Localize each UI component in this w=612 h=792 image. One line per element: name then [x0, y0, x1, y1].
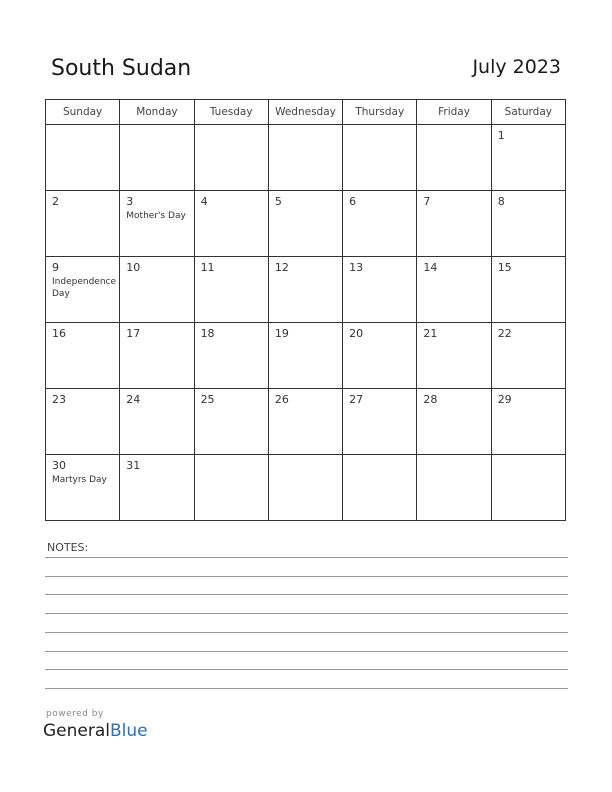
calendar-day-cell: [46, 323, 120, 389]
calendar-day-cell: [46, 257, 120, 323]
note-line: [45, 594, 568, 595]
day-number: 6: [349, 195, 357, 208]
holiday-label: Independence Day: [52, 277, 117, 299]
note-line: [45, 651, 568, 652]
day-number: 23: [52, 393, 66, 406]
calendar-day-cell: [194, 389, 268, 455]
calendar-week-row: [46, 257, 566, 323]
calendar-day-cell: [268, 389, 342, 455]
calendar-day-cell: [120, 191, 194, 257]
day-number: 15: [497, 261, 512, 274]
day-number: 29: [497, 393, 512, 406]
day-number: 7: [423, 195, 431, 208]
calendar-day-cell: [343, 125, 417, 191]
day-number: 28: [423, 393, 438, 406]
calendar-day-cell: [120, 257, 194, 323]
calendar-day-cell: [417, 191, 491, 257]
day-number: 5: [274, 195, 282, 208]
day-number: 12: [274, 261, 289, 274]
day-number: 8: [497, 195, 505, 208]
note-line: [45, 688, 568, 689]
holiday-label: Martyrs Day: [52, 475, 107, 485]
day-number: 17: [126, 327, 141, 340]
day-number: 30: [52, 459, 66, 472]
calendar-day-cell: [46, 191, 120, 257]
calendar-week-row: [46, 455, 566, 521]
day-number: 24: [126, 393, 141, 406]
day-number: 16: [52, 327, 66, 340]
calendar-day-cell: [268, 125, 342, 191]
calendar-day-cell: [343, 257, 417, 323]
calendar-day-cell: [417, 125, 491, 191]
calendar-day-cell: [268, 323, 342, 389]
day-number: 9: [52, 261, 59, 274]
calendar-day-cell: [343, 389, 417, 455]
day-number: 26: [274, 393, 289, 406]
note-line: [45, 613, 568, 614]
calendar-day-cell: [268, 257, 342, 323]
calendar-day-cell: [343, 323, 417, 389]
calendar-country-title: South Sudan: [51, 56, 192, 81]
notes-label: NOTES:: [47, 541, 89, 554]
day-number: 18: [200, 327, 215, 340]
day-number: 10: [126, 261, 141, 274]
calendar-day-cell: [268, 455, 342, 521]
weekday-header: Friday: [417, 100, 491, 125]
day-number: 19: [274, 327, 289, 340]
calendar-grid: [45, 99, 566, 521]
calendar-day-cell: [268, 191, 342, 257]
calendar-day-cell: [194, 191, 268, 257]
calendar-day-cell: [417, 323, 491, 389]
brand-blue: Blue: [110, 721, 148, 741]
calendar-day-cell: [194, 323, 268, 389]
calendar-day-cell: [417, 389, 491, 455]
weekday-header: Sunday: [46, 100, 120, 125]
note-line: [45, 669, 568, 670]
day-number: 4: [200, 195, 208, 208]
calendar-month-title: July 2023: [472, 56, 561, 78]
calendar-day-cell: [194, 455, 268, 521]
calendar-day-cell: [194, 125, 268, 191]
day-number: 25: [200, 393, 215, 406]
calendar-day-cell: [46, 125, 120, 191]
calendar-week-row: [46, 125, 566, 191]
calendar-day-cell: [343, 191, 417, 257]
day-number: 2: [52, 195, 59, 208]
note-line: [45, 632, 568, 633]
calendar-day-cell: [120, 455, 194, 521]
powered-by-text: powered by: [46, 709, 104, 719]
calendar-week-row: [46, 191, 566, 257]
note-line: [45, 557, 568, 558]
weekday-header: Saturday: [491, 100, 565, 125]
note-line: [45, 576, 568, 577]
weekday-header: Monday: [120, 100, 194, 125]
day-number: 21: [423, 327, 438, 340]
weekday-header: Thursday: [343, 100, 417, 125]
calendar-day-cell: [194, 257, 268, 323]
calendar-day-cell: [417, 257, 491, 323]
calendar-day-cell: [491, 323, 565, 389]
calendar-day-cell: [491, 191, 565, 257]
calendar-day-cell: [491, 125, 565, 191]
weekday-header: Tuesday: [194, 100, 268, 125]
weekday-header-row: [46, 100, 566, 125]
weekday-header: Wednesday: [268, 100, 342, 125]
day-number: 31: [126, 459, 141, 472]
calendar-day-cell: [417, 455, 491, 521]
calendar-week-row: [46, 323, 566, 389]
calendar-day-cell: [120, 323, 194, 389]
day-number: 14: [423, 261, 438, 274]
day-number: 20: [349, 327, 364, 340]
calendar-day-cell: [120, 125, 194, 191]
holiday-label: Mother's Day: [126, 211, 186, 221]
generalblue-logo[interactable]: [43, 721, 148, 741]
calendar-day-cell: [491, 257, 565, 323]
day-number: 3: [126, 195, 134, 208]
day-number: 1: [497, 129, 505, 142]
calendar-day-cell: [46, 389, 120, 455]
calendar-day-cell: [491, 389, 565, 455]
calendar-week-row: [46, 389, 566, 455]
day-number: 27: [349, 393, 364, 406]
day-number: 11: [200, 261, 215, 274]
calendar-day-cell: [46, 455, 120, 521]
brand-general: General: [43, 721, 110, 741]
calendar-day-cell: [343, 455, 417, 521]
day-number: 13: [349, 261, 364, 274]
calendar-day-cell: [491, 455, 565, 521]
calendar-day-cell: [120, 389, 194, 455]
day-number: 22: [497, 327, 512, 340]
